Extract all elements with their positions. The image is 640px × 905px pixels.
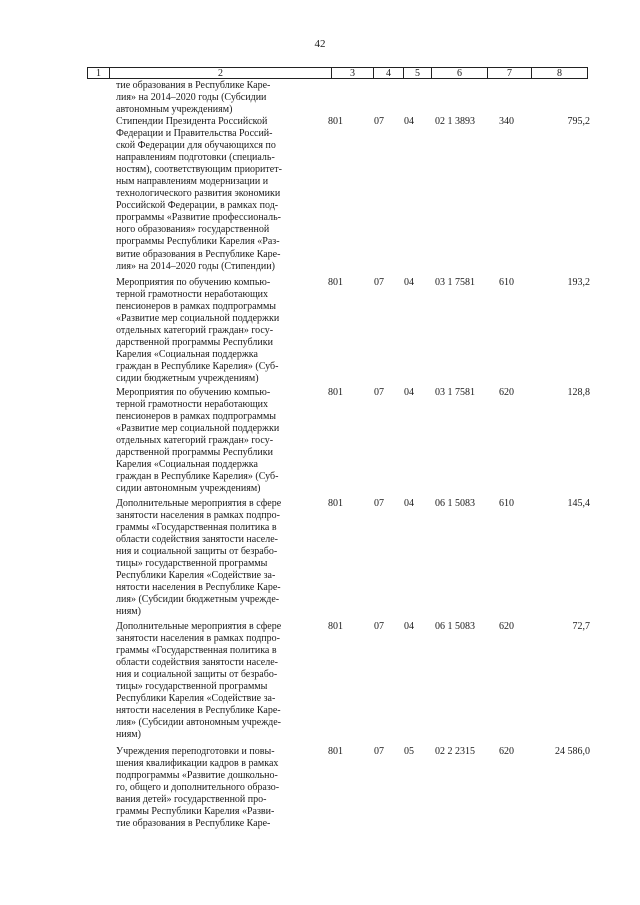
cell-col-3: 801 bbox=[328, 277, 343, 288]
cell-col-8: 795,2 bbox=[567, 116, 590, 127]
cell-col-6: 03 1 7581 bbox=[435, 387, 475, 398]
cell-col-5: 04 bbox=[404, 621, 414, 632]
cell-col-8: 145,4 bbox=[567, 498, 590, 509]
cell-col-7: 610 bbox=[499, 277, 514, 288]
header-col-8: 8 bbox=[557, 68, 562, 79]
page-number: 42 bbox=[314, 38, 326, 50]
row-description: Мероприятия по обучению компью- терной грамотности неработающих пенсионеров в рамках подпрограммы «Развитие мер социальной поддержки отдельных категорий граждан» госу- дарственной программы Республики Карелия «Социальная поддержка граждан в Республике Карелия» (Суб- сидии бюджетным учреждениям) bbox=[116, 277, 280, 385]
cell-col-8: 128,8 bbox=[567, 387, 590, 398]
cell-col-4: 07 bbox=[374, 116, 384, 127]
cell-col-7: 620 bbox=[499, 387, 514, 398]
cell-col-3: 801 bbox=[328, 116, 343, 127]
row-description: Стипендии Президента Российской Федерации и Правительства Россий- ской Федерации для обучающихся по направлениям подготовки (специаль- ностям), соответствующим приоритет- ным направлениям модернизации и технологического развития экономики Российской Федерации, в рамках под- программы «Развитие профессиональ- ного образования» государственной программы Республики Карелия «Раз- витие образования в Республике Каре- лия» на 2014–2020 годы (Стипендии) bbox=[116, 116, 282, 272]
cell-col-8: 72,7 bbox=[572, 621, 590, 632]
cell-col-6: 02 1 3893 bbox=[435, 116, 475, 127]
row-description: Дополнительные мероприятия в сфере занятости населения в рамках подпро- граммы «Государственная политика в области содействия занятости населе- ния и социальной защиты от безрабо- тицы» государственной программы Республики Карелия «Содействие за- нятости населения в Республике Каре- лия» (Субсидии бюджетным учрежде- ниям) bbox=[116, 498, 282, 618]
cell-col-7: 340 bbox=[499, 116, 514, 127]
cell-col-5: 04 bbox=[404, 387, 414, 398]
row-description: Дополнительные мероприятия в сфере занятости населения в рамках подпро- граммы «Государственная политика в области содействия занятости населе- ния и социальной защиты от безрабо- тицы» государственной программы Республики Карелия «Содействие за- нятости населения в Республике Карe- лия» (Субсидии автономным учрежде- ниям) bbox=[116, 621, 282, 741]
header-col-6: 6 bbox=[432, 68, 488, 78]
cell-col-3: 801 bbox=[328, 746, 343, 757]
cell-col-7: 620 bbox=[499, 746, 514, 757]
cell-col-6: 06 1 5083 bbox=[435, 621, 475, 632]
cell-col-7: 620 bbox=[499, 621, 514, 632]
cell-col-6: 06 1 5083 bbox=[435, 498, 475, 509]
cell-col-4: 07 bbox=[374, 498, 384, 509]
cell-col-7: 610 bbox=[499, 498, 514, 509]
row-description: Учреждения переподготовки и повы- шения квалификации кадров в рамках подпрограммы «Развитие дошкольно- го, общего и дополнительного образо- вания детей» государственной про- граммы Республики Карелия «Разви- тие образования в Республике Каре- bbox=[116, 746, 280, 830]
cell-col-5: 04 bbox=[404, 498, 414, 509]
cell-col-5: 05 bbox=[404, 746, 414, 757]
cell-col-4: 07 bbox=[374, 277, 384, 288]
cell-col-4: 07 bbox=[374, 746, 384, 757]
cell-col-8: 24 586,0 bbox=[555, 746, 590, 757]
cell-col-4: 07 bbox=[374, 621, 384, 632]
cell-col-5: 04 bbox=[404, 116, 414, 127]
cell-col-3: 801 bbox=[328, 387, 343, 398]
header-col-7: 7 bbox=[488, 68, 532, 78]
header-col-3: 3 bbox=[332, 68, 374, 78]
cell-col-3: 801 bbox=[328, 621, 343, 632]
cell-col-4: 07 bbox=[374, 387, 384, 398]
cell-col-6: 02 2 2315 bbox=[435, 746, 475, 757]
table-header bbox=[87, 67, 588, 79]
cell-col-8: 193,2 bbox=[567, 277, 590, 288]
cell-col-6: 03 1 7581 bbox=[435, 277, 475, 288]
row-description: тие образования в Республике Каре- лия» на 2014–2020 годы (Субсидии автономным учреждениям) bbox=[116, 80, 271, 116]
cell-col-5: 04 bbox=[404, 277, 414, 288]
cell-col-3: 801 bbox=[328, 498, 343, 509]
header-col-4: 4 bbox=[374, 68, 404, 78]
row-description: Мероприятия по обучению компью- терной грамотности неработающих пенсионеров в рамках подпрограммы «Развитие мер социальной поддержки отдельных категорий граждан» госу- дарственной программы Республики Карелия «Социальная поддержка граждан в Республике Карелия» (Суб- сидии автономным учреждениям) bbox=[116, 387, 280, 495]
header-col-5: 5 bbox=[404, 68, 432, 78]
header-col-2: 2 bbox=[110, 68, 332, 78]
header-col-1: 1 bbox=[88, 68, 110, 78]
